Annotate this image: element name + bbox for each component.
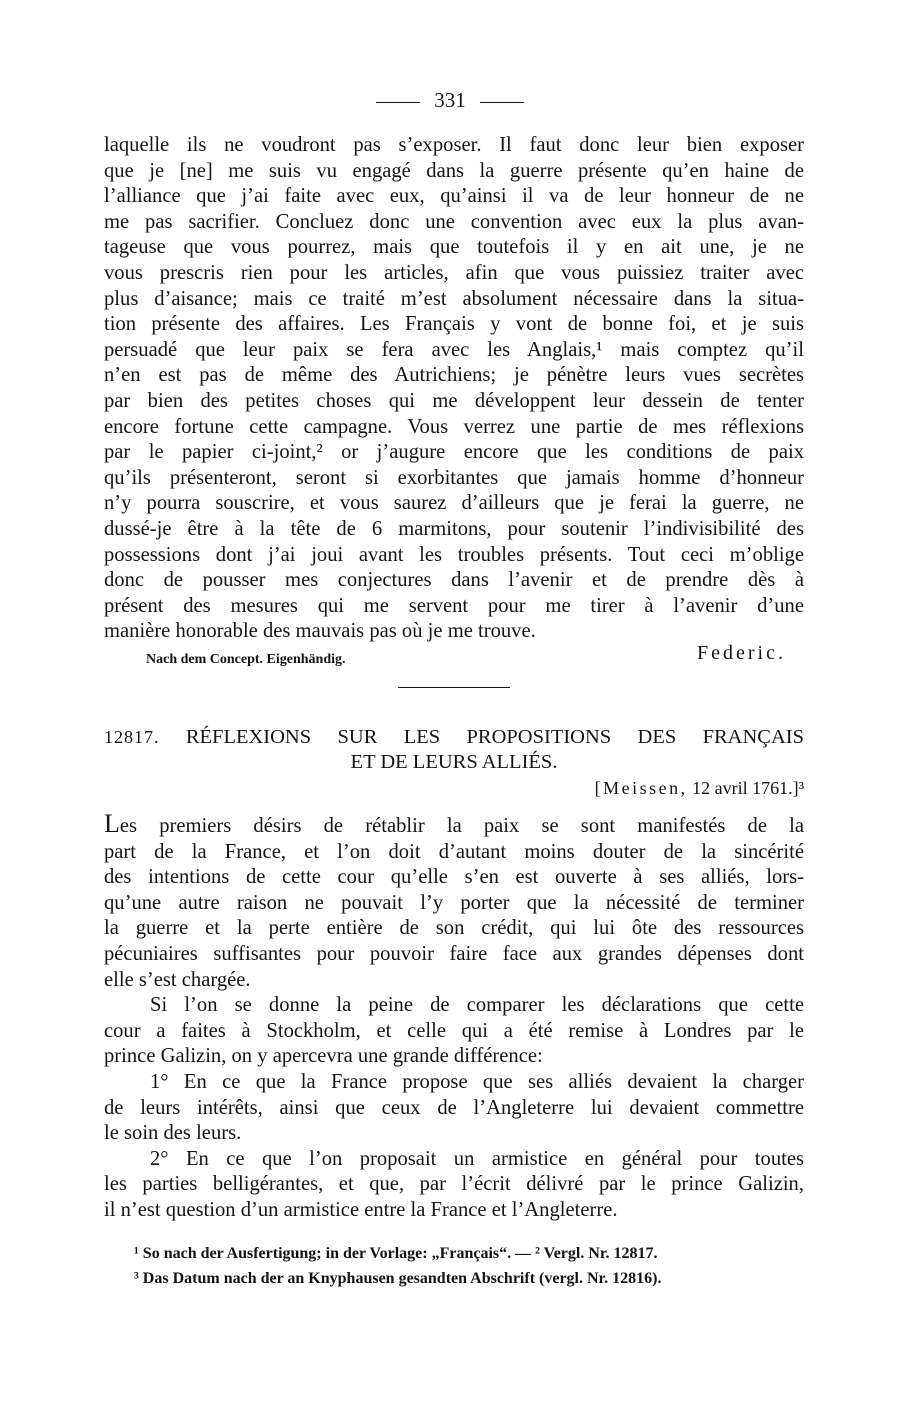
source-note: Nach dem Concept. Eigenhändig.	[146, 652, 346, 667]
text-line: pécuniaires suffisantes pour pouvoir faire face aux grandes dépenses dont	[104, 942, 804, 965]
footnotes	[134, 1241, 806, 1291]
text-line: donc de pousser mes conjectures dans l’avenir et de prendre dès à	[104, 569, 804, 592]
signature: Federic.	[697, 642, 786, 664]
text-line: n’en est pas de même des Autrichiens; je pénètre leurs vues secrètes	[104, 364, 804, 387]
signature-row	[146, 642, 786, 672]
text-line: il n’est question d’un armistice entre la France et l’Angleterre.	[104, 1198, 618, 1221]
dateline-date: 12 avril 1761.]³	[692, 778, 804, 798]
text-line: cour a faites à Stockholm, et celle qui a été remise à Londres par le	[104, 1019, 804, 1042]
footnote-1-2: ¹ So nach der Ausfertigung; in der Vorlage: „Français“. — ² Vergl. Nr. 12817.	[134, 1245, 658, 1262]
text-line: 2° En ce que l’on proposait un armistice en général pour toutes	[150, 1147, 804, 1170]
text-line: elle s’est chargée.	[104, 968, 251, 991]
footnote-3: ³ Das Datum nach der an Knyphausen gesandten Abschrift (vergl. Nr. 12816).	[134, 1270, 662, 1287]
text-line: prince Galizin, on y apercevra une grande différence:	[104, 1045, 543, 1068]
text-line: Si l’on se donne la peine de comparer les déclarations que cette	[150, 994, 804, 1017]
reflexions-body	[104, 811, 804, 1224]
text-line: l’alliance que j’ai faite avec eux, qu’ainsi il va de leur honneur de ne	[104, 185, 804, 208]
text-line: tion présente des affaires. Les Français y vont de bonne foi, et je suis	[104, 313, 804, 336]
text-line: vous prescris rien pour les articles, afin que vous puissiez traiter avec	[104, 261, 804, 284]
text-line: persuadé que leur paix se fera avec les Anglais,¹ mais comptez qu’il	[104, 338, 804, 361]
text-line: de leurs intérêts, ainsi que ceux de l’Angleterre lui devaient commettre	[104, 1096, 804, 1119]
text-line: le soin des leurs.	[104, 1122, 242, 1145]
page-header	[0, 88, 900, 113]
document-title-line-1: RÉFLEXIONS SUR LES PROPOSITIONS DES FRANÇAIS	[185, 726, 804, 748]
initial-letter: L	[104, 809, 120, 838]
text-line: des intentions de cette cour qu’elle s’en est ouverte à ses alliés, lors-	[104, 866, 804, 889]
text-line: les parties belligérantes, et que, par l’écrit délivré par le prince Galizin,	[104, 1173, 804, 1196]
text-line: par le papier ci-joint,² or j’augure encore que les conditions de paix	[104, 441, 804, 464]
continuation-letter-text	[104, 133, 804, 645]
text-line: manière honorable des mauvais pas où je me trouve.	[104, 620, 536, 643]
text-line: par bien des petites choses qui me développent leur dessein de tenter	[104, 389, 804, 412]
text-line: dussé-je être à la tête de 6 marmitons, pour soutenir l’indivisibilité des	[104, 517, 804, 540]
text-line	[104, 811, 804, 840]
text-line: part de la France, et l’on doit d’autant moins douter de la sincérité	[104, 840, 804, 863]
document-title-line-2: ET DE LEURS ALLIÉS.	[350, 751, 558, 773]
text-line: encore fortune cette campagne. Vous verrez une partie de mes réflexions	[104, 415, 804, 438]
text-line: la guerre et la perte entière de son crédit, qui lui ôte des ressources	[104, 917, 804, 940]
text-line: n’y pourra souscrire, et vous saurez d’ailleurs que je ferai la guerre, ne	[104, 492, 804, 515]
text-line: laquelle ils ne voudront pas s’exposer. Il faut donc leur bien exposer	[104, 134, 804, 156]
dateline-place: [Meissen,	[594, 778, 688, 798]
text-line: possessions dont j’ai joui avant les troubles présents. Tout ceci m’oblige	[104, 543, 804, 566]
section-divider	[398, 687, 510, 688]
text-line: 1° En ce que la France propose que ses alliés devaient la charger	[150, 1070, 804, 1093]
header-rule-right	[480, 102, 524, 103]
document-number: 12817.	[104, 727, 160, 747]
first-line-text: es premiers désirs de rétablir la paix se sont manifestés de la	[119, 815, 804, 837]
page-number: 331	[434, 88, 466, 112]
document-heading	[104, 725, 804, 775]
text-line: présent des mesures qui me servent pour me tirer à l’avenir d’une	[104, 594, 804, 617]
text-line: qu’ils présenteront, seront si exorbitantes que jamais homme d’honneur	[104, 466, 804, 489]
text-line: plus d’aisance; mais ce traité m’est absolument nécessaire dans la situa-	[104, 287, 804, 310]
dateline	[595, 778, 804, 799]
text-line: me pas sacrifier. Concluez donc une convention avec eux la plus avan-	[104, 210, 804, 233]
text-line: qu’une autre raison ne pouvait l’y porter que la nécessité de terminer	[104, 891, 804, 914]
text-line: que je [ne] me suis vu engagé dans la guerre présente qu’en haine de	[104, 159, 804, 182]
text-line: tageuse que vous pourrez, mais que toutefois il y en ait une, je ne	[104, 236, 804, 259]
header-rule-left	[376, 102, 420, 103]
